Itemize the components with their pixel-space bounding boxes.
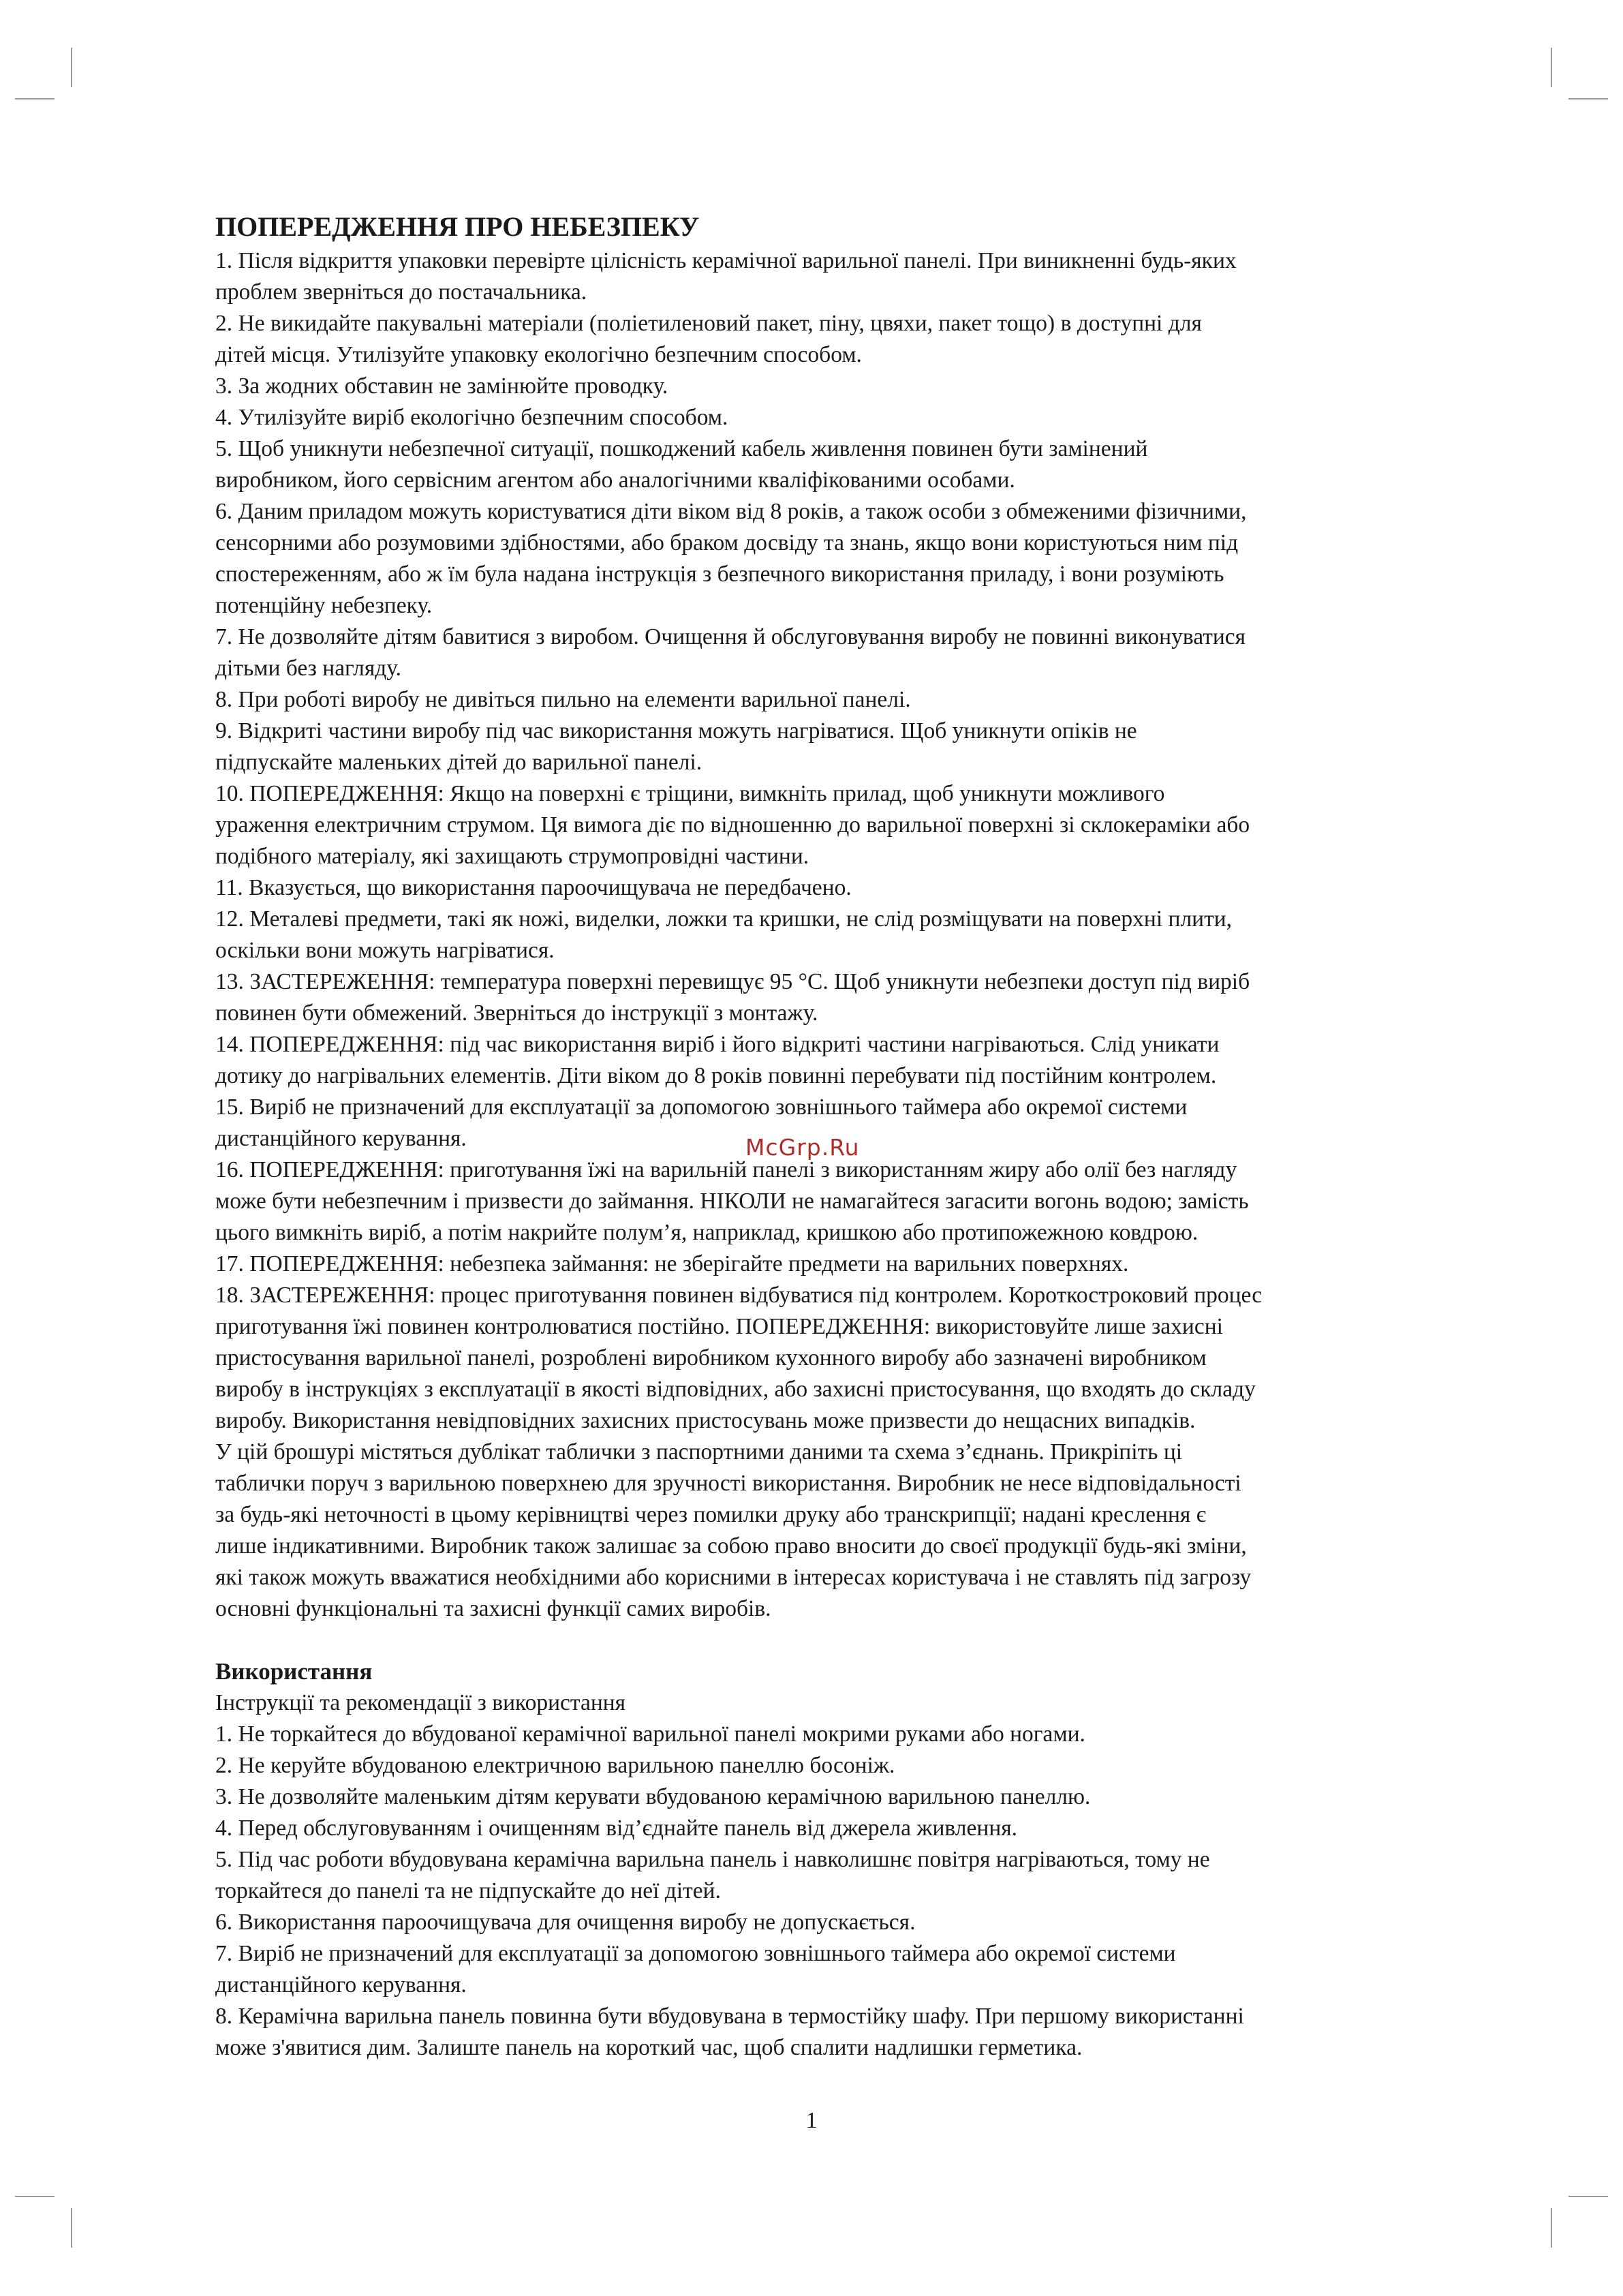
text-line: повинен бути обмежений. Зверніться до інструкції з монтажу. — [215, 1000, 818, 1026]
text-line: основні функціональні та захисні функції самих виробів. — [215, 1596, 771, 1621]
text-line: 1. Не торкайтеся до вбудованої керамічної варильної панелі мокрими руками або ногами. — [215, 1721, 1085, 1747]
text-line: дітей місця. Утилізуйте упаковку екологічно безпечним способом. — [215, 342, 862, 367]
text-line: 13. ЗАСТЕРЕЖЕННЯ: температура поверхні перевищує 95 °С. Щоб уникнути небезпеки доступ під виріб — [215, 969, 1250, 994]
text-line: виробу в інструкціях з експлуатації в якості відповідних, або захисні пристосування, що входять до складу — [215, 1377, 1256, 1402]
crop-mark-top-left-horizontal — [15, 98, 55, 100]
text-line: дистанційного керування. — [215, 1126, 467, 1151]
text-line: за будь-які неточності в цьому керівництві через помилки друку або транскрипції; надані креслення є — [215, 1502, 1207, 1527]
crop-mark-top-right-horizontal — [1568, 98, 1608, 100]
usage-text — [215, 1687, 1442, 2064]
crop-mark-bottom-left-vertical — [71, 2208, 72, 2248]
text-line: 10. ПОПЕРЕДЖЕННЯ: Якщо на поверхні є тріщини, вимкніть прилад, щоб уникнути можливого — [215, 781, 1165, 806]
crop-mark-bottom-right-horizontal — [1568, 2196, 1608, 2197]
text-line: 15. Виріб не призначений для експлуатації за допомогою зовнішнього таймера або окремої системи — [215, 1095, 1188, 1120]
crop-mark-top-left-vertical — [71, 48, 72, 87]
text-line: дотику до нагрівальних елементів. Діти віком до 8 років повинні перебувати під постійним контролем. — [215, 1063, 1217, 1088]
text-line: оскільки вони можуть нагріватися. — [215, 938, 555, 963]
text-line: пристосування варильної панелі, розроблені виробником кухонного виробу або зазначені виробником — [215, 1345, 1207, 1371]
text-line: 12. Металеві предмети, такі як ножі, виделки, ложки та кришки, не слід розміщувати на поверхні плити, — [215, 906, 1233, 932]
text-line: 16. ПОПЕРЕДЖЕННЯ: приготування їжі на варильній панелі з використанням жиру або олії без нагляду — [215, 1157, 1237, 1182]
page-number: 1 — [805, 2108, 818, 2133]
text-line: таблички поруч з варильною поверхнею для зручності використання. Виробник не несе відповідальності — [215, 1471, 1241, 1496]
text-line: які також можуть вважатися необхідними або корисними в інтересах користувача і не ставлять під загрозу — [215, 1565, 1252, 1590]
crop-mark-top-right-vertical — [1551, 48, 1552, 87]
text-line: сенсорними або розумовими здібностями, або браком досвіду та знань, якщо вони користуються ним під — [215, 530, 1239, 555]
text-line: лише індикативними. Виробник також залишає за собою право вносити до своєї продукції будь-які зміни, — [215, 1533, 1247, 1559]
text-line: 5. Щоб уникнути небезпечної ситуації, пошкоджений кабель живлення повинен бути замінений — [215, 436, 1148, 461]
text-line: виробником, його сервісним агентом або аналогічними кваліфікованими особами. — [215, 468, 1015, 493]
text-line: приготування їжі повинен контролюватися постійно. ПОПЕРЕДЖЕННЯ: використовуйте лише захисні — [215, 1314, 1223, 1339]
text-line: 11. Вказується, що використання пароочищувача не передбачено. — [215, 875, 852, 900]
text-line: 7. Виріб не призначений для експлуатації за допомогою зовнішнього таймера або окремої системи — [215, 1941, 1176, 1966]
text-line: може з'явитися дим. Залиште панель на короткий час, щоб спалити надлишки герметика. — [215, 2035, 1083, 2060]
warnings-text — [215, 245, 1442, 1625]
text-line: спостереженням, або ж їм була надана інструкція з безпечного використання приладу, і вони розуміють — [215, 562, 1224, 587]
text-line: 6. Даним приладом можуть користуватися діти віком від 8 років, а також особи з обмеженими фізичними, — [215, 499, 1247, 524]
text-line: подібного матеріалу, які захищають струмопровідні частини. — [215, 844, 809, 869]
text-line: 4. Перед обслуговуванням і очищенням від’єднайте панель від джерела живлення. — [215, 1816, 1018, 1841]
text-line: цього вимкніть виріб, а потім накрийте полум’я, наприклад, кришкою або протипожежною ковдрою. — [215, 1220, 1199, 1245]
text-line: 3. За жодних обставин не замінюйте проводку. — [215, 373, 668, 399]
text-line: торкайтеся до панелі та не підпускайте до неї дітей. — [215, 1878, 721, 1903]
text-line: 5. Під час роботи вбудовувана керамічна варильна панель і навколишнє повітря нагріваються, тому не — [215, 1847, 1210, 1872]
text-line: 6. Використання пароочищувача для очищення виробу не допускається. — [215, 1910, 916, 1935]
text-line: 7. Не дозволяйте дітям бавитися з виробом. Очищення й обслуговування виробу не повинні виконуватися — [215, 624, 1246, 649]
text-line: 18. ЗАСТЕРЕЖЕННЯ: процес приготування повинен відбуватися під контролем. Короткостроковий процес — [215, 1283, 1263, 1308]
text-line: підпускайте маленьких дітей до варильної панелі. — [215, 750, 702, 775]
text-line: 17. ПОПЕРЕДЖЕННЯ: небезпека займання: не зберігайте предмети на варильних поверхнях. — [215, 1251, 1129, 1276]
text-line: дітьми без нагляду. — [215, 656, 402, 681]
text-line: виробу. Використання невідповідних захисних пристосувань може призвести до нещасних випадків. — [215, 1408, 1196, 1433]
text-line: 8. Керамічна варильна панель повинна бути вбудовувана в термостійку шафу. При першому використанні — [215, 2004, 1244, 2029]
text-line: 8. При роботі виробу не дивіться пильно на елементи варильної панелі. — [215, 687, 911, 712]
text-line: 2. Не викидайте пакувальні матеріали (поліетиленовий пакет, піну, цвяхи, пакет тощо) в доступні для — [215, 311, 1202, 336]
text-line: Інструкції та рекомендації з використання — [215, 1690, 626, 1715]
text-line: У цій брошурі містяться дублікат таблички з паспортними даними та схема з’єднань. Прикріпіть ці — [215, 1439, 1183, 1465]
text-line: 14. ПОПЕРЕДЖЕННЯ: під час використання виріб і його відкриті частини нагріваються. Слід уникати — [215, 1032, 1220, 1057]
crop-mark-bottom-left-horizontal — [15, 2196, 55, 2197]
watermark-text: McGrp.Ru — [745, 1134, 860, 1161]
text-line: 9. Відкриті частини виробу під час використання можуть нагріватися. Щоб уникнути опіків не — [215, 718, 1137, 744]
text-line: 4. Утилізуйте виріб екологічно безпечним способом. — [215, 405, 728, 430]
usage-title: Використання — [215, 1658, 373, 1685]
text-line: 3. Не дозволяйте маленьким дітям керувати вбудованою керамічною варильною панеллю. — [215, 1784, 1091, 1809]
crop-mark-bottom-right-vertical — [1551, 2208, 1552, 2248]
text-line: може бути небезпечним і призвести до займання. НІКОЛИ не намагайтеся загасити вогонь водою; замість — [215, 1189, 1249, 1214]
warnings-title: ПОПЕРЕДЖЕННЯ ПРО НЕБЕЗПЕКУ — [215, 211, 700, 242]
text-line: ураження електричним струмом. Ця вимога діє по відношенню до варильної поверхні зі склокераміки або — [215, 812, 1250, 838]
text-line: 1. Після відкриття упаковки перевірте цілісність керамічної варильної панелі. При виникненні будь-яких — [215, 248, 1237, 273]
text-line: дистанційного керування. — [215, 1972, 467, 1997]
text-line: потенційну небезпеку. — [215, 593, 433, 618]
text-line: 2. Не керуйте вбудованою електричною варильною панеллю босоніж. — [215, 1753, 895, 1778]
text-line: проблем зверніться до постачальника. — [215, 279, 587, 305]
